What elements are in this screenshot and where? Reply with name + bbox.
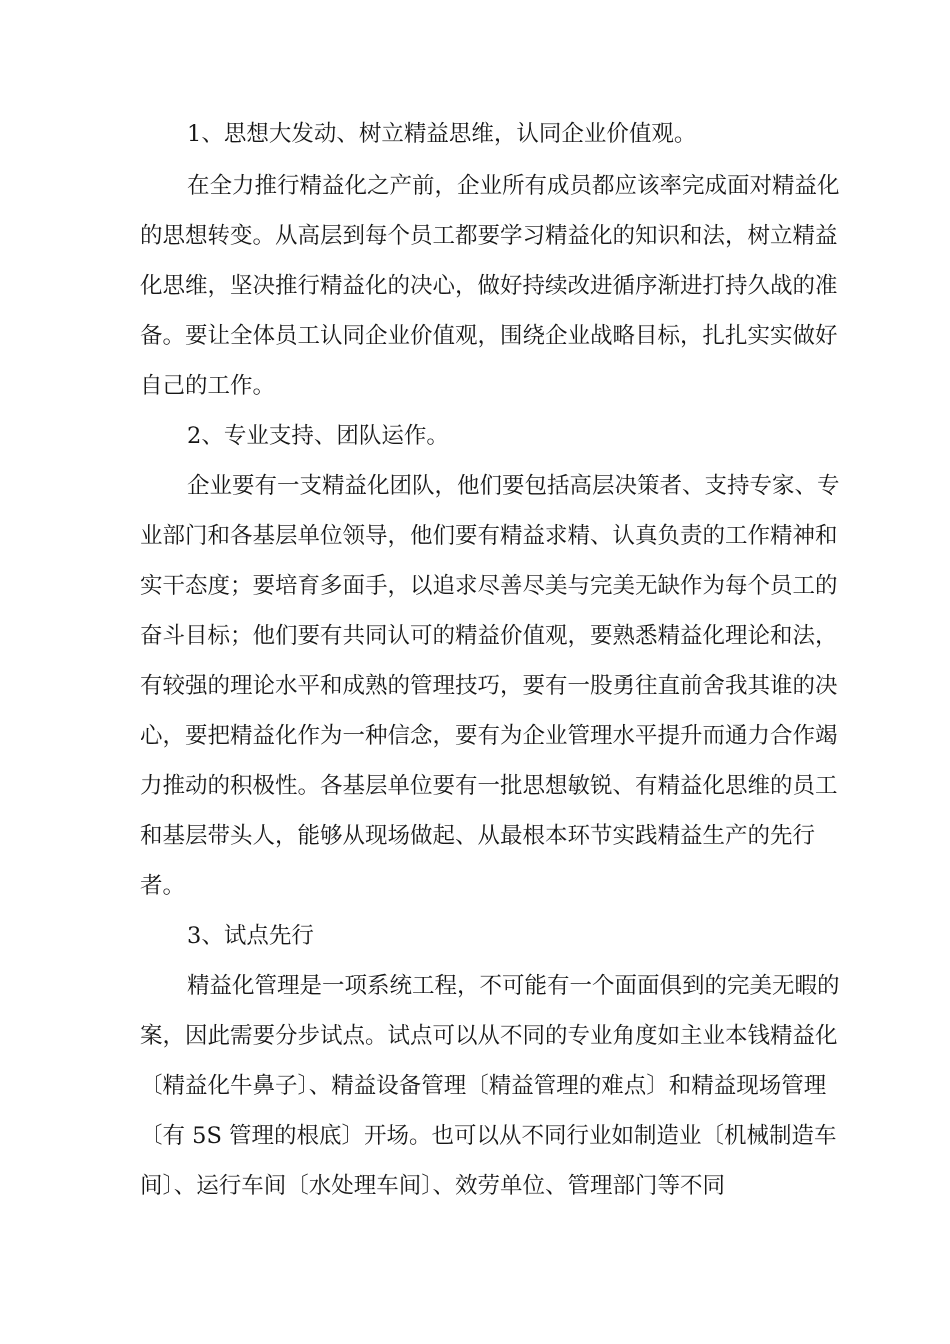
paragraph-line <box>0 966 950 1006</box>
paragraph-text: 化思维，坚决推行精益化的决心，做好持续改进循序渐进打持久战的准 <box>140 273 838 299</box>
heading-text: 1、思想大发动、树立精益思维，认同企业价值观。 <box>187 121 697 147</box>
paragraph-text: 业部门和各基层单位领导，他们要有精益求精、认真负责的工作精神和 <box>140 523 838 549</box>
paragraph-text: 力推动的积极性。各基层单位要有一批思想敏锐、有精益化思维的员工 <box>140 773 838 799</box>
paragraph-text: 有较强的理论水平和成熟的管理技巧，要有一股勇往直前舍我其谁的决 <box>140 673 838 699</box>
paragraph-text: 案，因此需要分步试点。试点可以从不同的专业角度如主业本钱精益化 <box>140 1023 838 1049</box>
section-heading-3 <box>0 916 950 956</box>
paragraph-line <box>0 316 950 356</box>
paragraph-line <box>0 466 950 506</box>
paragraph-line <box>0 266 950 306</box>
paragraph-line <box>0 216 950 256</box>
paragraph-text: 的思想转变。从高层到每个员工都要学习精益化的知识和法，树立精益 <box>140 223 838 249</box>
paragraph-line <box>0 766 950 806</box>
paragraph-line <box>0 716 950 756</box>
paragraph-text: 和基层带头人，能够从现场做起、从最根本环节实践精益生产的先行 <box>140 823 816 849</box>
paragraph-text: 备。要让全体员工认同企业价值观，围绕企业战略目标，扎扎实实做好 <box>140 323 838 349</box>
paragraph-text: 〔有 5S 管理的根底〕开场。也可以从不同行业如制造业〔机械制造车 <box>140 1123 837 1149</box>
paragraph-text: 精益化管理是一项系统工程，不可能有一个面面俱到的完美无暇的 <box>187 973 840 999</box>
paragraph-line <box>0 616 950 656</box>
paragraph-line <box>0 1016 950 1056</box>
paragraph-line <box>0 1166 950 1206</box>
paragraph-line <box>0 516 950 556</box>
paragraph-text: 间〕、运行车间〔水处理车间〕、效劳单位、管理部门等不同 <box>140 1173 726 1199</box>
paragraph-text: 奋斗目标；他们要有共同认可的精益价值观，要熟悉精益化理论和法， <box>140 623 838 649</box>
paragraph-text: 〔精益化牛鼻子〕、精益设备管理〔精益管理的难点〕和精益现场管理 <box>140 1073 827 1099</box>
paragraph-line <box>0 566 950 606</box>
paragraph-line <box>0 1066 950 1106</box>
paragraph-line <box>0 666 950 706</box>
paragraph-text: 自己的工作。 <box>140 373 276 399</box>
paragraph-line <box>0 1116 950 1156</box>
heading-text: 2、专业支持、团队运作。 <box>187 423 449 449</box>
paragraph-line <box>0 366 950 406</box>
paragraph-line <box>0 166 950 206</box>
paragraph-text: 企业要有一支精益化团队，他们要包括高层决策者、支持专家、专 <box>187 473 840 499</box>
section-heading-1 <box>0 114 950 154</box>
paragraph-text: 在全力推行精益化之产前，企业所有成员都应该率完成面对精益化 <box>187 173 840 199</box>
paragraph-text: 心，要把精益化作为一种信念，要有为企业管理水平提升而通力合作竭 <box>140 723 838 749</box>
section-heading-2 <box>0 416 950 456</box>
paragraph-text: 实干态度；要培育多面手，以追求尽善尽美与完美无缺作为每个员工的 <box>140 573 838 599</box>
paragraph-line <box>0 816 950 856</box>
paragraph-text: 者。 <box>140 873 186 899</box>
paragraph-line <box>0 866 950 906</box>
heading-text: 3、试点先行 <box>187 923 314 949</box>
